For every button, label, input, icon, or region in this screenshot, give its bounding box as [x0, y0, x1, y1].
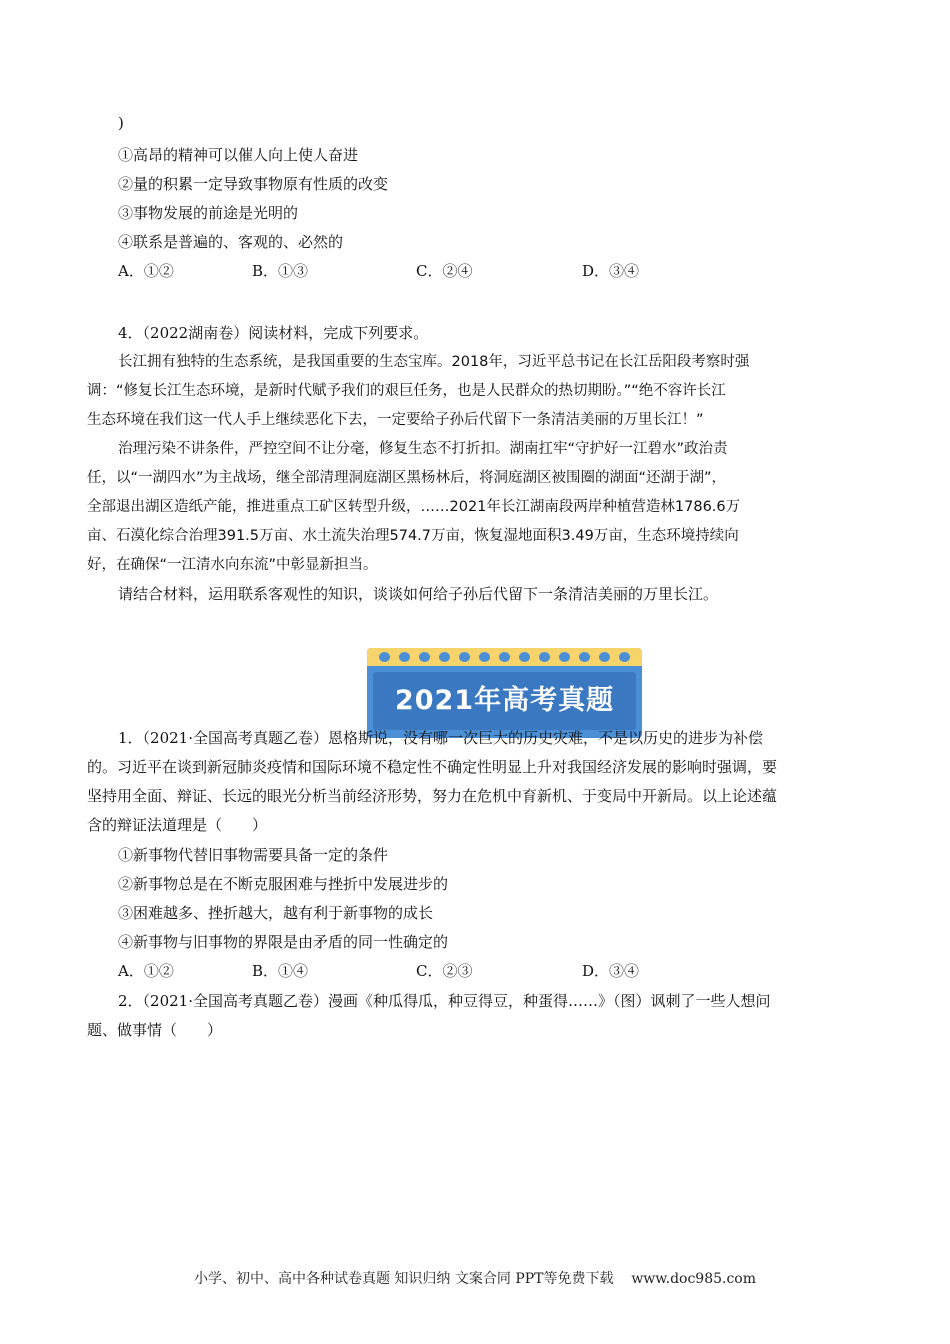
- q1-2021-option-a: A．①②: [118, 962, 174, 980]
- q1-2021-item-2: ②新事物总是在不断克服困难与挫折中发展进步的: [118, 875, 449, 893]
- q4-para2-line3: 全部退出湖区造纸产能，推进重点工矿区转型升级，……2021年长江湖南段两岸种植营造林1786.6万: [87, 499, 741, 515]
- q1-2021-option-d: D．③④: [582, 962, 640, 980]
- footer-text: 小学、初中、高中各种试卷真题 知识归纳 文案合同 PPT等免费下载: [193, 1271, 614, 1287]
- q1-2021-option-c: C．②③: [416, 962, 473, 980]
- banner-dot: [579, 652, 590, 662]
- banner-dot: [599, 652, 610, 662]
- banner-dot: [399, 652, 410, 662]
- q1-2021-stem-line3: 坚持用全面、辩证、长远的眼光分析当前经济形势，努力在危机中育新机、于变局中开新局。以上论述蕴: [87, 787, 778, 805]
- q3-option-c: C．②④: [416, 262, 473, 280]
- q4-para1-line3: 生态环境在我们这一代人手上继续恶化下去，一定要给子孙后代留下一条清洁美丽的万里长江！”: [87, 412, 704, 428]
- banner-dot: [419, 652, 430, 662]
- banner-dot: [479, 652, 490, 662]
- q3-option-b: B．①③: [252, 262, 309, 280]
- section-banner: [367, 648, 642, 738]
- q4-para1-line2: 调：“修复长江生态环境，是新时代赋予我们的艰巨任务，也是人民群众的热切期盼。”“绝不容许长江: [87, 383, 726, 399]
- q3-item-3: ③事物发展的前途是光明的: [118, 204, 299, 222]
- q2-2021-stem-line2: 题、做事情（ ）: [87, 1021, 223, 1039]
- q2-2021-stem-line1: 2．（2021·全国高考真题乙卷）漫画《种瓜得瓜，种豆得豆，种蛋得……》（图）讽刺了一些人想问: [118, 992, 771, 1010]
- banner-dot: [439, 652, 450, 662]
- banner-top-strip: [367, 648, 642, 666]
- q1-2021-stem-line4: 含的辩证法道理是（ ）: [87, 816, 268, 834]
- banner-panel: [373, 672, 636, 730]
- banner-dot: [379, 652, 390, 662]
- q1-2021-item-1: ①新事物代替旧事物需要具备一定的条件: [118, 846, 389, 864]
- banner-dot: [559, 652, 570, 662]
- q3-item-4: ④联系是普遍的、客观的、必然的: [118, 233, 344, 251]
- q4-para2-line1: 治理污染不讲条件，严控空间不让分毫，修复生态不打折扣。湖南扛牢“守护好一江碧水”政治责: [118, 441, 728, 457]
- q1-2021-item-4: ④新事物与旧事物的界限是由矛盾的同一性确定的: [118, 933, 449, 951]
- q4-para2-line2: 任，以“一湖四水”为主战场，继全部清理洞庭湖区黑杨林后，将洞庭湖区被围圈的湖面“还湖于湖”，: [87, 470, 727, 486]
- q3-option-d: D．③④: [582, 262, 640, 280]
- banner-dot: [459, 652, 470, 662]
- q3-item-2: ②量的积累一定导致事物原有性质的改变: [118, 175, 389, 193]
- q3-item-1: ①高昂的精神可以催人向上使人奋进: [118, 146, 359, 164]
- q1-2021-item-3: ③困难越多、挫折越大，越有利于新事物的成长: [118, 904, 434, 922]
- q4-stem: 4．（2022湖南卷）阅读材料，完成下列要求。: [118, 324, 429, 342]
- q3-bracket: ): [118, 114, 124, 132]
- q4-para2-line4: 亩、石漠化综合治理391.5万亩、水土流失治理574.7万亩，恢复湿地面积3.49万亩，生态环境持续向: [87, 528, 739, 544]
- q4-task: 请结合材料，运用联系客观性的知识，谈谈如何给子孙后代留下一条清洁美丽的万里长江。: [118, 585, 719, 603]
- banner-dot: [519, 652, 530, 662]
- banner-title: 2021年高考真题: [394, 685, 615, 716]
- banner-dots: [379, 652, 631, 662]
- q4-para1-line1: 长江拥有独特的生态系统，是我国重要的生态宝库。2018年，习近平总书记在长江岳阳段考察时强: [118, 354, 750, 370]
- banner-dot: [499, 652, 510, 662]
- q3-option-a: A．①②: [118, 262, 174, 280]
- q1-2021-stem-line2: 的。习近平在谈到新冠肺炎疫情和国际环境不稳定性不确定性明显上升对我国经济发展的影响时强调，要: [87, 758, 778, 776]
- q1-2021-option-b: B．①④: [252, 962, 309, 980]
- q1-2021-stem-line1: 1．（2021·全国高考真题乙卷）恩格斯说，没有哪一次巨大的历史灾难，不是以历史的进步为补偿: [118, 729, 763, 747]
- banner-dot: [539, 652, 550, 662]
- page-footer: [0, 1268, 950, 1288]
- q4-para2-line5: 好，在确保“一江清水向东流”中彰显新担当。: [87, 557, 378, 573]
- footer-url[interactable]: www.doc985.com: [631, 1271, 757, 1287]
- banner-dot: [619, 652, 630, 662]
